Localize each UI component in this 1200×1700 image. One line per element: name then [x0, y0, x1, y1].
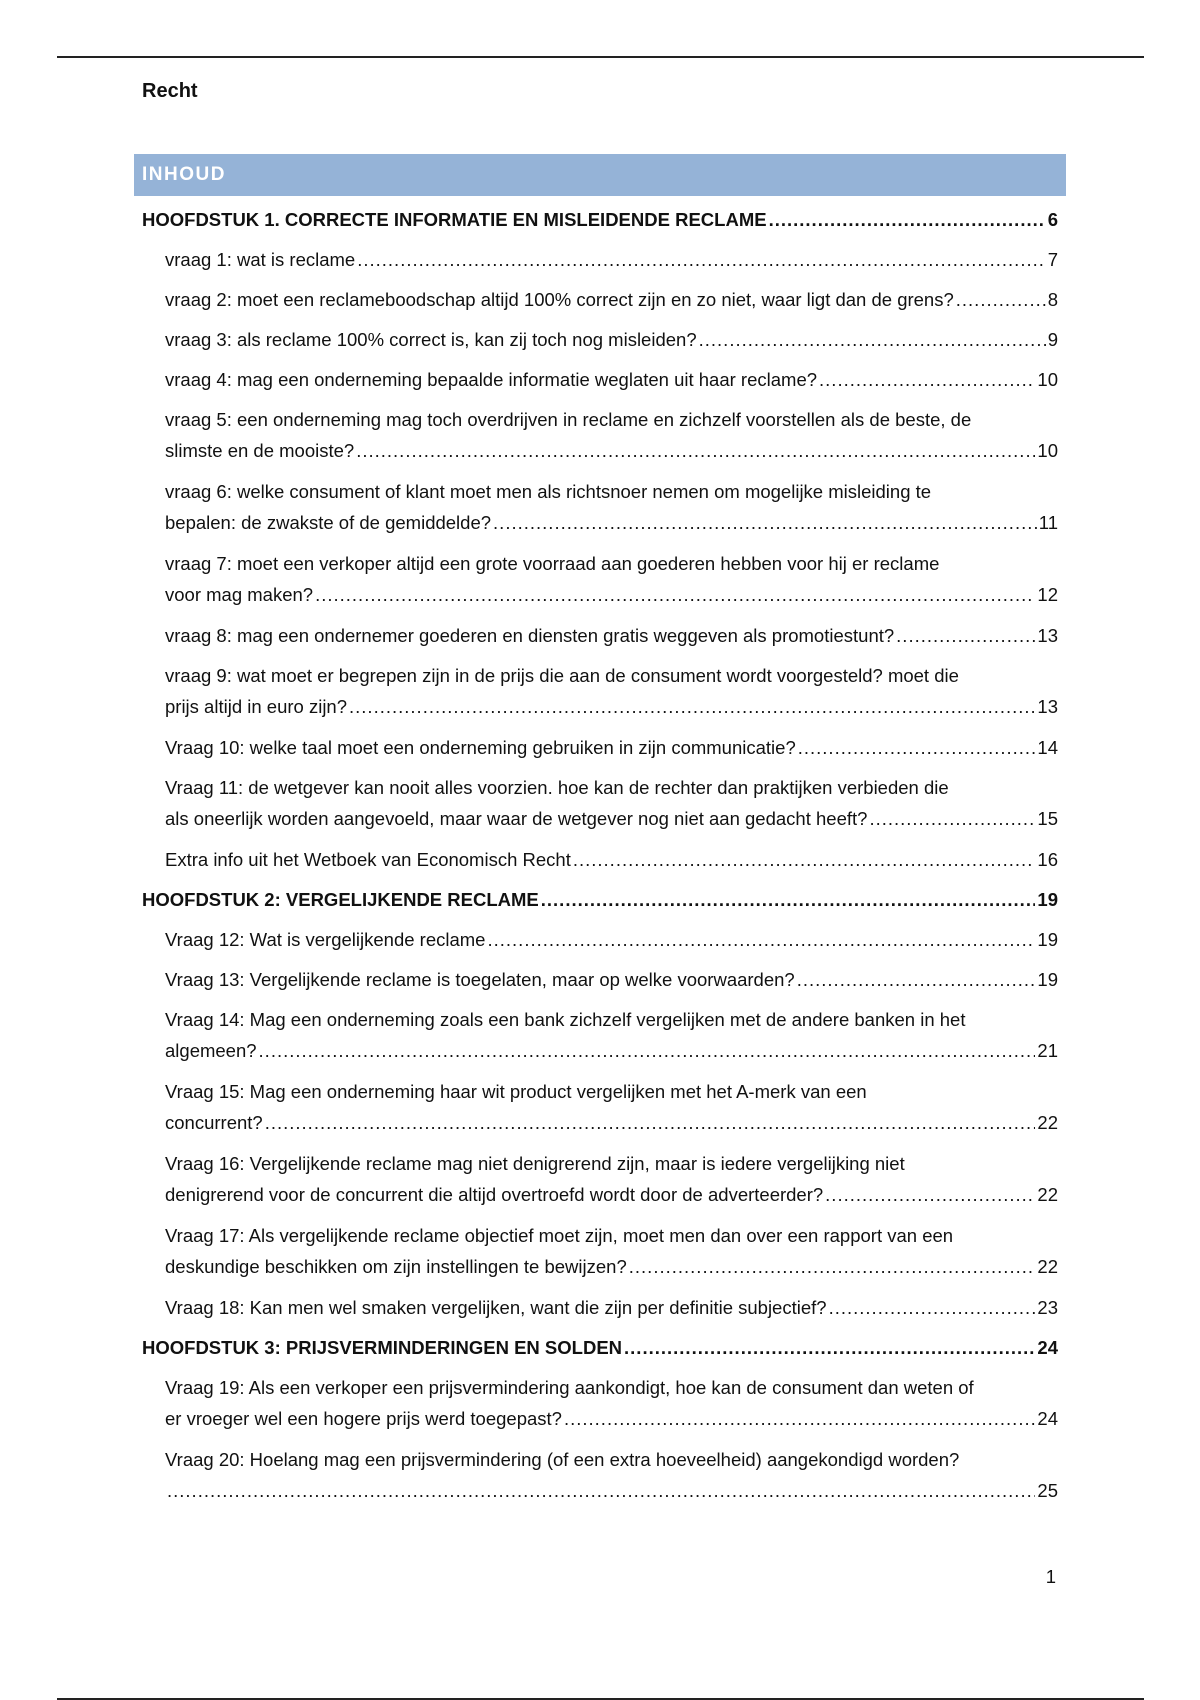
toc-dot-leader — [629, 1251, 1036, 1282]
toc-dot-leader — [825, 1179, 1035, 1210]
toc-question-link[interactable] — [142, 364, 1058, 395]
toc-dot-leader — [259, 1035, 1036, 1066]
toc-question-link[interactable] — [142, 660, 1058, 722]
toc-entry-text: prijs altijd in euro zijn? — [165, 696, 348, 717]
toc-entry-text: Extra info uit het Wetboek van Economisch Recht — [165, 849, 571, 870]
toc-entry-text: er vroeger wel een hogere prijs werd toegepast? — [165, 1408, 562, 1429]
toc-entry-text: denigrerend voor de concurrent die altijd overtroefd wordt door de adverteerder? — [165, 1184, 824, 1205]
toc-entry-text: slimste en de mooiste? — [165, 440, 355, 461]
toc-question-link[interactable] — [142, 964, 1058, 995]
toc-question-link[interactable] — [142, 284, 1058, 315]
toc-entry-text: vraag 1: wat is reclame — [165, 249, 356, 270]
toc-entry-text-first-line: Vraag 19: Als een verkoper een prijsvermindering aankondigt, hoe kan de consument dan weten of — [165, 1377, 974, 1398]
toc-page-number: 22 — [1037, 1256, 1058, 1277]
toc-page-number: 14 — [1037, 737, 1058, 758]
toc-entry-text: HOOFDSTUK 1. CORRECTE INFORMATIE EN MISLEIDENDE RECLAME — [142, 209, 767, 230]
toc-page-number: 22 — [1037, 1184, 1058, 1205]
toc-dot-leader — [699, 324, 1046, 355]
toc-page-number: 9 — [1047, 329, 1058, 350]
toc-entry-text-first-line: Vraag 16: Vergelijkende reclame mag niet denigrerend zijn, maar is iedere vergelijking niet — [165, 1153, 905, 1174]
toc-page-number: 15 — [1037, 808, 1058, 829]
toc-dot-leader — [315, 579, 1035, 610]
toc-question-link[interactable] — [142, 404, 1058, 466]
toc-dot-leader — [819, 364, 1035, 395]
toc-dot-leader — [956, 284, 1046, 315]
toc-chapter-link[interactable] — [142, 1332, 1058, 1363]
toc-question-link[interactable] — [142, 1148, 1058, 1210]
toc-entry-text-first-line: Vraag 20: Hoelang mag een prijsvermindering (of een extra hoeveelheid) aangekondigd worden? — [165, 1449, 960, 1470]
toc-question-link[interactable] — [142, 1076, 1058, 1138]
toc-question-link[interactable] — [142, 244, 1058, 275]
toc-question-link[interactable] — [142, 548, 1058, 610]
toc-page-number: 24 — [1037, 1408, 1058, 1429]
toc-entry-text: Vraag 13: Vergelijkende reclame is toegelaten, maar op welke voorwaarden? — [165, 969, 795, 990]
header-rule — [57, 56, 1144, 58]
toc-entry-text-first-line: vraag 7: moet een verkoper altijd een grote voorraad aan goederen hebben voor hij er reclame — [165, 553, 940, 574]
toc-page-number: 25 — [1037, 1480, 1058, 1501]
toc-entry-text: bepalen: de zwakste of de gemiddelde? — [165, 512, 492, 533]
toc-page-number: 13 — [1037, 625, 1058, 646]
toc-entry-text: als oneerlijk worden aangevoeld, maar waar de wetgever nog niet aan gedacht heeft? — [165, 808, 868, 829]
toc-question-link[interactable] — [142, 732, 1058, 763]
toc-dot-leader — [265, 1107, 1036, 1138]
toc-entry-text-first-line: Vraag 14: Mag een onderneming zoals een bank zichzelf vergelijken met de andere banken in het — [165, 1009, 966, 1030]
toc-dot-leader — [541, 884, 1036, 915]
toc-question-link[interactable] — [142, 620, 1058, 651]
toc-dot-leader — [896, 620, 1035, 651]
toc-entry-text: Vraag 10: welke taal moet een onderneming gebruiken in zijn communicatie? — [165, 737, 796, 758]
toc-question-link[interactable] — [142, 1292, 1058, 1323]
toc-page-number: 12 — [1037, 584, 1058, 605]
toc-page-number: 22 — [1037, 1112, 1058, 1133]
toc-entry-text: concurrent? — [165, 1112, 263, 1133]
toc-entry-text: HOOFDSTUK 3: PRIJSVERMINDERINGEN EN SOLDEN — [142, 1337, 623, 1358]
toc-entry-text: Vraag 12: Wat is vergelijkende reclame — [165, 929, 486, 950]
toc-entry-text: vraag 8: mag een ondernemer goederen en diensten gratis weggeven als promotiestunt? — [165, 625, 895, 646]
toc-heading: INHOUD — [142, 164, 226, 185]
toc-page-number: 23 — [1037, 1297, 1058, 1318]
toc-entry-text: deskundige beschikken om zijn instellingen te bewijzen? — [165, 1256, 627, 1277]
toc-page-number: 10 — [1037, 369, 1058, 390]
toc-entry-text-first-line: vraag 9: wat moet er begrepen zijn in de prijs die aan de consument wordt voorgesteld? moet die — [165, 665, 959, 686]
toc-dot-leader — [487, 924, 1035, 955]
toc-dot-leader — [356, 435, 1035, 466]
toc-chapter-link[interactable] — [142, 204, 1058, 235]
toc-entry-text: HOOFDSTUK 2: VERGELIJKENDE RECLAME — [142, 889, 539, 910]
toc-dot-leader — [869, 803, 1035, 834]
toc-page-number: 6 — [1047, 209, 1058, 230]
toc-dot-leader — [349, 691, 1035, 722]
toc-chapter-link[interactable] — [142, 884, 1058, 915]
toc-dot-leader — [493, 507, 1037, 538]
toc-entry-text-first-line: Vraag 17: Als vergelijkende reclame objectief moet zijn, moet men dan over een rapport van een — [165, 1225, 954, 1246]
toc-entry-text-first-line: vraag 5: een onderneming mag toch overdrijven in reclame en zichzelf voorstellen als de beste, de — [165, 409, 972, 430]
toc-question-link[interactable] — [142, 324, 1058, 355]
toc-entry-text: algemeen? — [165, 1040, 257, 1061]
toc-question-link[interactable] — [142, 924, 1058, 955]
toc-page-number: 19 — [1037, 969, 1058, 990]
toc-question-link[interactable] — [142, 476, 1058, 538]
toc-page-number: 11 — [1038, 512, 1058, 533]
toc-entry-text: voor mag maken? — [165, 584, 314, 605]
toc-question-link[interactable] — [142, 1372, 1058, 1434]
toc-dot-leader — [624, 1332, 1035, 1363]
toc-dot-leader — [564, 1403, 1035, 1434]
toc-page-number: 16 — [1037, 849, 1058, 870]
toc-entry-text: Vraag 18: Kan men wel smaken vergelijken, want die zijn per definitie subjectief? — [165, 1297, 827, 1318]
toc-entry-text: vraag 3: als reclame 100% correct is, kan zij toch nog misleiden? — [165, 329, 697, 350]
toc-page-number: 19 — [1037, 929, 1058, 950]
toc-question-link[interactable] — [142, 1444, 1058, 1506]
toc-page-number: 24 — [1037, 1337, 1058, 1358]
document-header-title: Recht — [142, 80, 198, 102]
toc-question-link[interactable] — [142, 1220, 1058, 1282]
toc-entry-text-first-line: Vraag 15: Mag een onderneming haar wit product vergelijken met het A-merk van een — [165, 1081, 867, 1102]
toc-page-number: 7 — [1047, 249, 1058, 270]
toc-page-number: 10 — [1037, 440, 1058, 461]
toc-page-number: 8 — [1047, 289, 1058, 310]
toc-dot-leader — [769, 204, 1046, 235]
toc-question-link[interactable] — [142, 1004, 1058, 1066]
toc-entry-text-first-line: vraag 6: welke consument of klant moet men als richtsnoer nemen om mogelijke misleiding te — [165, 481, 932, 502]
toc-dot-leader — [829, 1292, 1036, 1323]
toc-entry-text-first-line: Vraag 11: de wetgever kan nooit alles voorzien. hoe kan de rechter dan praktijken verbieden die — [165, 777, 949, 798]
toc-dot-leader — [357, 244, 1045, 275]
toc-entry-text: vraag 2: moet een reclameboodschap altijd 100% correct zijn en zo niet, waar ligt dan de grens? — [165, 289, 954, 310]
toc-page-number: 19 — [1037, 889, 1058, 910]
toc-page-number: 13 — [1037, 696, 1058, 717]
toc-page-number: 21 — [1037, 1040, 1058, 1061]
toc-dot-leader — [573, 844, 1036, 875]
page-number: 1 — [1045, 1566, 1056, 1587]
toc-question-link[interactable] — [142, 844, 1058, 875]
toc-dot-leader — [797, 964, 1036, 995]
table-of-contents — [142, 204, 1058, 1516]
toc-dot-leader — [798, 732, 1036, 763]
toc-dot-leader — [167, 1475, 1035, 1506]
toc-question-link[interactable] — [142, 772, 1058, 834]
toc-heading-banner — [134, 154, 1066, 196]
toc-entry-text: vraag 4: mag een onderneming bepaalde informatie weglaten uit haar reclame? — [165, 369, 818, 390]
